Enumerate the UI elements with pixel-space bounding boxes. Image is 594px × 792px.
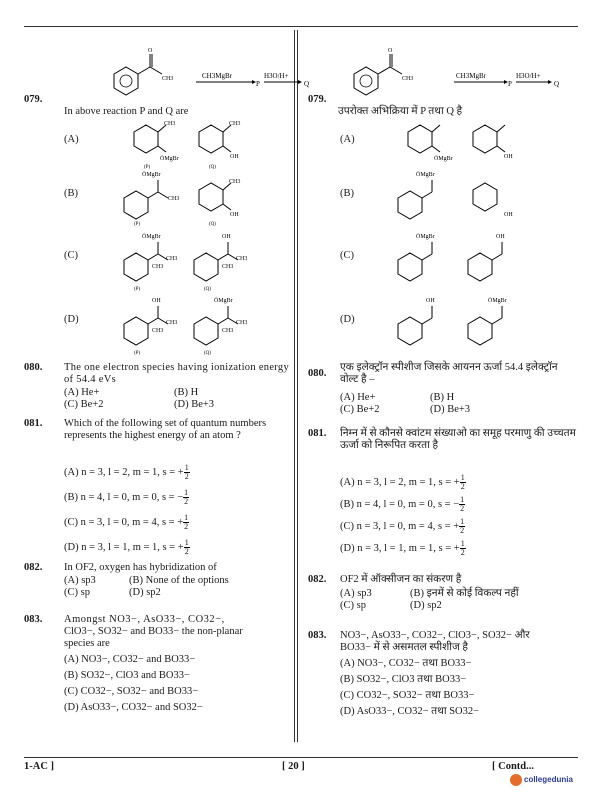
option-b[interactable]: (B) SO32−, ClO3 तथा BO33− <box>340 674 467 685</box>
question-079 <box>24 40 310 358</box>
svg-text:P: P <box>256 80 260 88</box>
svg-text:OH: OH <box>222 234 231 240</box>
question-stem: Which of the following set of quantum numbers represents the highest energy of an atom ? <box>64 418 267 441</box>
svg-text:CH3: CH3 <box>152 328 164 334</box>
svg-text:CH3: CH3 <box>222 264 234 270</box>
question-number: 082. <box>24 562 43 573</box>
option-d[interactable]: (D) n = 3, l = 1, m = 1, s = + $\frac{1}{2}$ <box>340 539 465 557</box>
reactant-structure <box>104 42 310 96</box>
option-a-structures <box>114 120 244 174</box>
question-number: 079. <box>24 94 43 105</box>
option-a[interactable]: (A) n = 3, l = 2, m = 1, s = + $\frac{1}{2}$ <box>340 473 465 491</box>
methyl-group: CH3 <box>162 76 174 82</box>
option-d[interactable]: (D) n = 3, l = 1, m = 1, s = + $\frac{1}{2}$ <box>64 538 189 556</box>
hindi-column <box>308 40 578 732</box>
option-c[interactable]: (C) n = 3, l = 0, m = 4, s = + $\frac{1}{2}$ <box>64 513 189 531</box>
option-b-structures <box>114 170 244 229</box>
question-stem-line1: NO3−, AsO33−, CO32−, ClO3−, SO32− और <box>340 630 530 641</box>
question-stem: OF2 में ऑक्सीजन का संकरण है <box>340 574 462 585</box>
option-a[interactable]: (A) <box>64 134 79 145</box>
svg-text:ŌMgBr: ŌMgBr <box>416 234 435 240</box>
reagent-2: H3O/H+ <box>516 72 541 80</box>
question-080-hindi <box>308 362 578 415</box>
svg-text:OH: OH <box>426 298 435 304</box>
question-stem-line2: BO33− में से असमतल स्पीशीज है <box>340 642 469 653</box>
reagent-2: H3O/H+ <box>264 72 289 80</box>
question-number: 080. <box>308 368 327 379</box>
logo-icon <box>510 774 522 786</box>
footer-code: 1-AC ] <box>24 761 55 772</box>
english-column <box>24 40 310 732</box>
option-a[interactable]: (A) <box>340 134 355 145</box>
option-b[interactable]: (B) SO32−, ClO3 and BO33− <box>64 670 190 681</box>
question-stem-line1: Amongst NO3−, AsO33−, CO32−, <box>64 614 225 625</box>
question-082 <box>24 562 294 602</box>
svg-text:CH3: CH3 <box>222 328 234 334</box>
svg-text:ŌMgBr: ŌMgBr <box>434 156 453 162</box>
svg-text:CH3: CH3 <box>168 196 180 202</box>
question-number: 083. <box>308 630 327 641</box>
svg-text:(Q): (Q) <box>209 222 216 227</box>
option-c[interactable]: (C) <box>340 250 354 261</box>
option-d[interactable]: (D) sp2 <box>129 587 161 598</box>
question-stem: उपरोक्त अभिक्रिया में P तथा Q है <box>338 106 463 117</box>
svg-text:CH3: CH3 <box>402 76 414 82</box>
continued-label: [ Contd... <box>492 761 535 772</box>
question-stem: निम्न में से कौनसे क्वांटम संख्याओ का समूह परमाणु की उच्चतम ऊर्जा को निरूपित करता है <box>340 428 576 451</box>
option-a[interactable]: (A) n = 3, l = 2, m = 1, s = + $\frac{1}{2}$ <box>64 463 189 481</box>
svg-text:CH3: CH3 <box>164 121 176 127</box>
question-number: 079. <box>308 94 327 105</box>
option-b[interactable]: (B) <box>64 188 78 199</box>
svg-text:(P): (P) <box>134 222 141 227</box>
option-b[interactable]: (B) <box>340 188 354 199</box>
question-number: 082. <box>308 574 327 585</box>
footer-rule <box>24 757 578 758</box>
reactant-structure <box>344 42 564 96</box>
svg-text:ŌMgBr: ŌMgBr <box>214 298 233 304</box>
question-081-hindi <box>308 428 578 558</box>
svg-text:(Q): (Q) <box>204 351 211 356</box>
option-a[interactable]: (A) sp3 <box>64 575 96 586</box>
question-082-hindi <box>308 574 578 614</box>
svg-text:(P): (P) <box>134 287 141 292</box>
option-d[interactable]: (D) sp2 <box>410 600 442 611</box>
svg-text:OH: OH <box>504 154 513 160</box>
svg-text:OH: OH <box>504 212 513 218</box>
svg-text:CH3: CH3 <box>166 256 178 262</box>
option-c[interactable]: (C) n = 3, l = 0, m = 4, s = + $\frac{1}{2}$ <box>340 517 465 535</box>
question-number: 083. <box>24 614 43 625</box>
svg-text:ŌMgBr: ŌMgBr <box>416 172 435 178</box>
option-b[interactable]: (B) n = 4, l = 0, m = 0, s = − $\frac{1}{2}$ <box>340 495 465 513</box>
option-d[interactable]: (D) <box>340 314 355 325</box>
svg-text:ŌMgBr: ŌMgBr <box>160 156 179 162</box>
svg-text:ŌMgBr: ŌMgBr <box>142 234 161 240</box>
option-a[interactable]: (A) sp3 <box>340 588 372 599</box>
svg-text:CH3: CH3 <box>229 179 241 185</box>
svg-text:OH: OH <box>230 154 239 160</box>
option-b[interactable]: (B) इनमें से कोई विकल्प नहीं <box>410 588 519 599</box>
question-083-hindi <box>308 630 578 740</box>
page-number: [ 20 ] <box>282 761 305 772</box>
option-c[interactable]: (C) CO32−, SO32− and BO33− <box>64 686 199 697</box>
question-079-hindi <box>308 40 578 358</box>
option-c[interactable]: (C) Be+2 <box>340 404 380 415</box>
option-c[interactable]: (C) sp <box>64 587 90 598</box>
question-number: 081. <box>24 418 43 429</box>
svg-text:Q: Q <box>554 80 560 88</box>
question-081 <box>24 418 294 558</box>
question-stem: एक इलेक्ट्रॉन स्पीशीज जिसके आयनन ऊर्जा 54.4 इलेक्ट्रॉन वोल्ट है – <box>340 362 558 385</box>
reagent-1: CH3MgBr <box>456 72 486 80</box>
option-a[interactable]: (A) He+ <box>340 392 376 403</box>
svg-text:CH3: CH3 <box>152 264 164 270</box>
question-number: 080. <box>24 362 43 373</box>
option-a[interactable]: (A) NO3−, CO32− and BO33− <box>64 654 196 665</box>
svg-text:OH: OH <box>152 298 161 304</box>
option-a[interactable]: (A) NO3−, CO32− तथा BO33− <box>340 658 472 669</box>
collegedunia-logo: collegedunia <box>510 774 573 786</box>
reagent-1: CH3MgBr <box>202 72 232 80</box>
question-stem-line3: species are <box>64 638 110 649</box>
option-d[interactable]: (D) Be+3 <box>174 399 215 410</box>
option-c[interactable]: (C) CO32−, SO32− तथा BO33− <box>340 690 475 701</box>
svg-text:CH3: CH3 <box>229 121 241 127</box>
question-stem: In OF2, oxygen has hybridization of <box>64 562 217 573</box>
svg-text:(P): (P) <box>134 351 141 356</box>
option-d[interactable]: (D) Be+3 <box>430 404 471 415</box>
svg-text:ŌMgBr: ŌMgBr <box>488 298 507 304</box>
option-c-structures <box>114 232 248 294</box>
option-c[interactable]: (C) Be+2 <box>64 399 104 410</box>
top-rule <box>24 26 578 27</box>
svg-text:OH: OH <box>496 234 505 240</box>
option-d[interactable]: (D) AsO33−, CO32− तथा SO32− <box>340 706 480 717</box>
svg-text:ŌMgBr: ŌMgBr <box>142 172 161 178</box>
svg-text:(Q): (Q) <box>204 287 211 292</box>
svg-text:Q: Q <box>304 80 310 88</box>
option-structures <box>388 120 528 364</box>
svg-text:P: P <box>508 80 512 88</box>
question-number: 081. <box>308 428 327 439</box>
question-stem-line2: ClO3−, SO32− and BO33− the non-planar <box>64 626 243 637</box>
svg-text:O: O <box>148 48 153 54</box>
question-083 <box>24 614 294 744</box>
column-divider <box>297 30 298 742</box>
column-divider <box>294 30 295 742</box>
option-b[interactable]: (B) n = 4, l = 0, m = 0, s = − $\frac{1}{2}$ <box>64 488 189 506</box>
svg-text:(P): (P) <box>144 165 151 170</box>
svg-text:O: O <box>388 48 393 54</box>
option-b[interactable]: (B) None of the options <box>129 575 229 586</box>
option-b[interactable]: (B) H <box>430 392 455 403</box>
option-d[interactable]: (D) AsO33−, CO32− and SO32− <box>64 702 203 713</box>
question-stem: The one electron species having ionization energy of 54.4 eVs <box>64 362 290 385</box>
svg-text:OH: OH <box>230 212 239 218</box>
svg-text:CH3: CH3 <box>236 320 248 326</box>
option-d[interactable]: (D) <box>64 314 79 325</box>
svg-text:CH3: CH3 <box>166 320 178 326</box>
svg-text:CH3: CH3 <box>236 256 248 262</box>
option-c[interactable]: (C) <box>64 250 78 261</box>
question-080 <box>24 362 294 412</box>
option-c[interactable]: (C) sp <box>340 600 366 611</box>
option-d-structures <box>114 296 248 358</box>
question-stem: In above reaction P and Q are <box>64 106 189 117</box>
svg-text:(Q): (Q) <box>209 165 216 170</box>
option-a[interactable]: (A) He+ <box>64 387 100 398</box>
option-b[interactable]: (B) H <box>174 387 199 398</box>
